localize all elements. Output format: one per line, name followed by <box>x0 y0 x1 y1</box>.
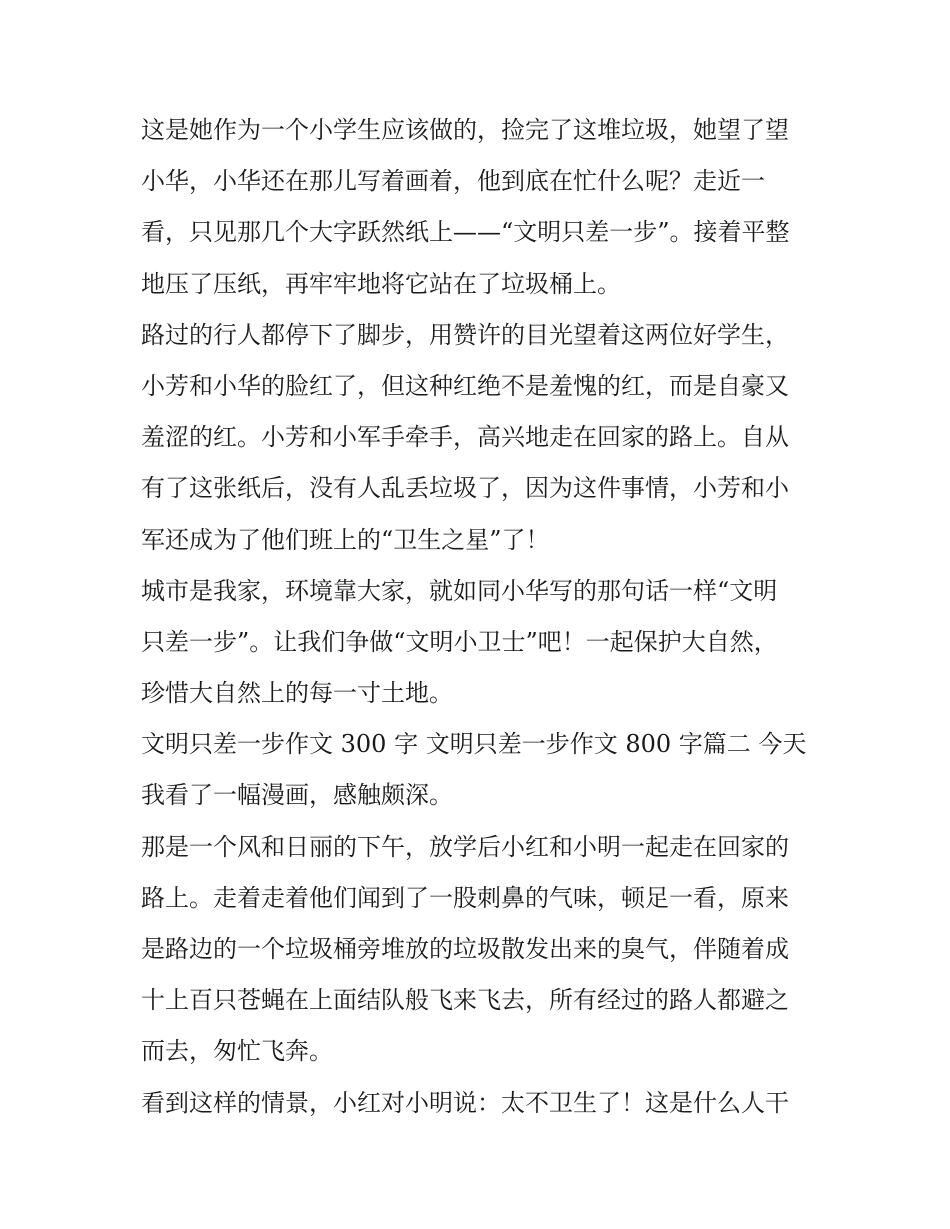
text-line: 珍惜大自然上的每一寸土地。 <box>141 679 453 708</box>
text-line: 羞涩的红。小芳和小军手牵手，高兴地走在回家的路上。自从 <box>141 423 789 452</box>
text-line: 小芳和小华的脸红了，但这种红绝不是羞愧的红，而是自豪又 <box>141 371 789 400</box>
text-line: 只差一步”。让我们争做“文明小卫士”吧！一起保护大自然， <box>141 627 778 656</box>
text-line: 我看了一幅漫画，感触颇深。 <box>141 781 453 810</box>
text-line: 文明只差一步作文 300 字 文明只差一步作文 800 字篇二 今天 <box>141 730 807 759</box>
text-line: 城市是我家，环境靠大家，就如同小华写的那句话一样“文明 <box>141 576 778 605</box>
document-body <box>141 105 821 1129</box>
text-line: 而去，匆忙飞奔。 <box>141 1037 333 1066</box>
text-line: 那是一个风和日丽的下午，放学后小红和小明一起走在回家的 <box>141 832 789 861</box>
text-line: 是路边的一个垃圾桶旁堆放的垃圾散发出来的臭气，伴随着成 <box>141 935 789 963</box>
text-line: 地压了压纸，再牢牢地将它站在了垃圾桶上。 <box>141 269 621 298</box>
text-line: 路上。走着走着他们闻到了一股刺鼻的气味，顿足一看，原来 <box>141 883 789 912</box>
text-line: 路过的行人都停下了脚步，用赞许的目光望着这两位好学生， <box>141 320 789 349</box>
text-line: 有了这张纸后，没有人乱丢垃圾了，因为这件事情，小芳和小 <box>141 474 789 503</box>
text-line: 这是她作为一个小学生应该做的，捡完了这堆垃圾，她望了望 <box>141 116 789 144</box>
text-line: 十上百只苍蝇在上面结队般飞来飞去，所有经过的路人都避之 <box>141 986 789 1015</box>
text-line: 军还成为了他们班上的“卫生之星”了！ <box>141 525 550 554</box>
text-line: 看，只见那几个大字跃然纸上——“文明只差一步”。接着平整 <box>141 218 790 247</box>
text-line: 看到这样的情景，小红对小明说：太不卫生了！这是什么人干 <box>141 1088 789 1117</box>
text-line: 小华，小华还在那儿写着画着，他到底在忙什么呢？走近一 <box>141 167 765 196</box>
